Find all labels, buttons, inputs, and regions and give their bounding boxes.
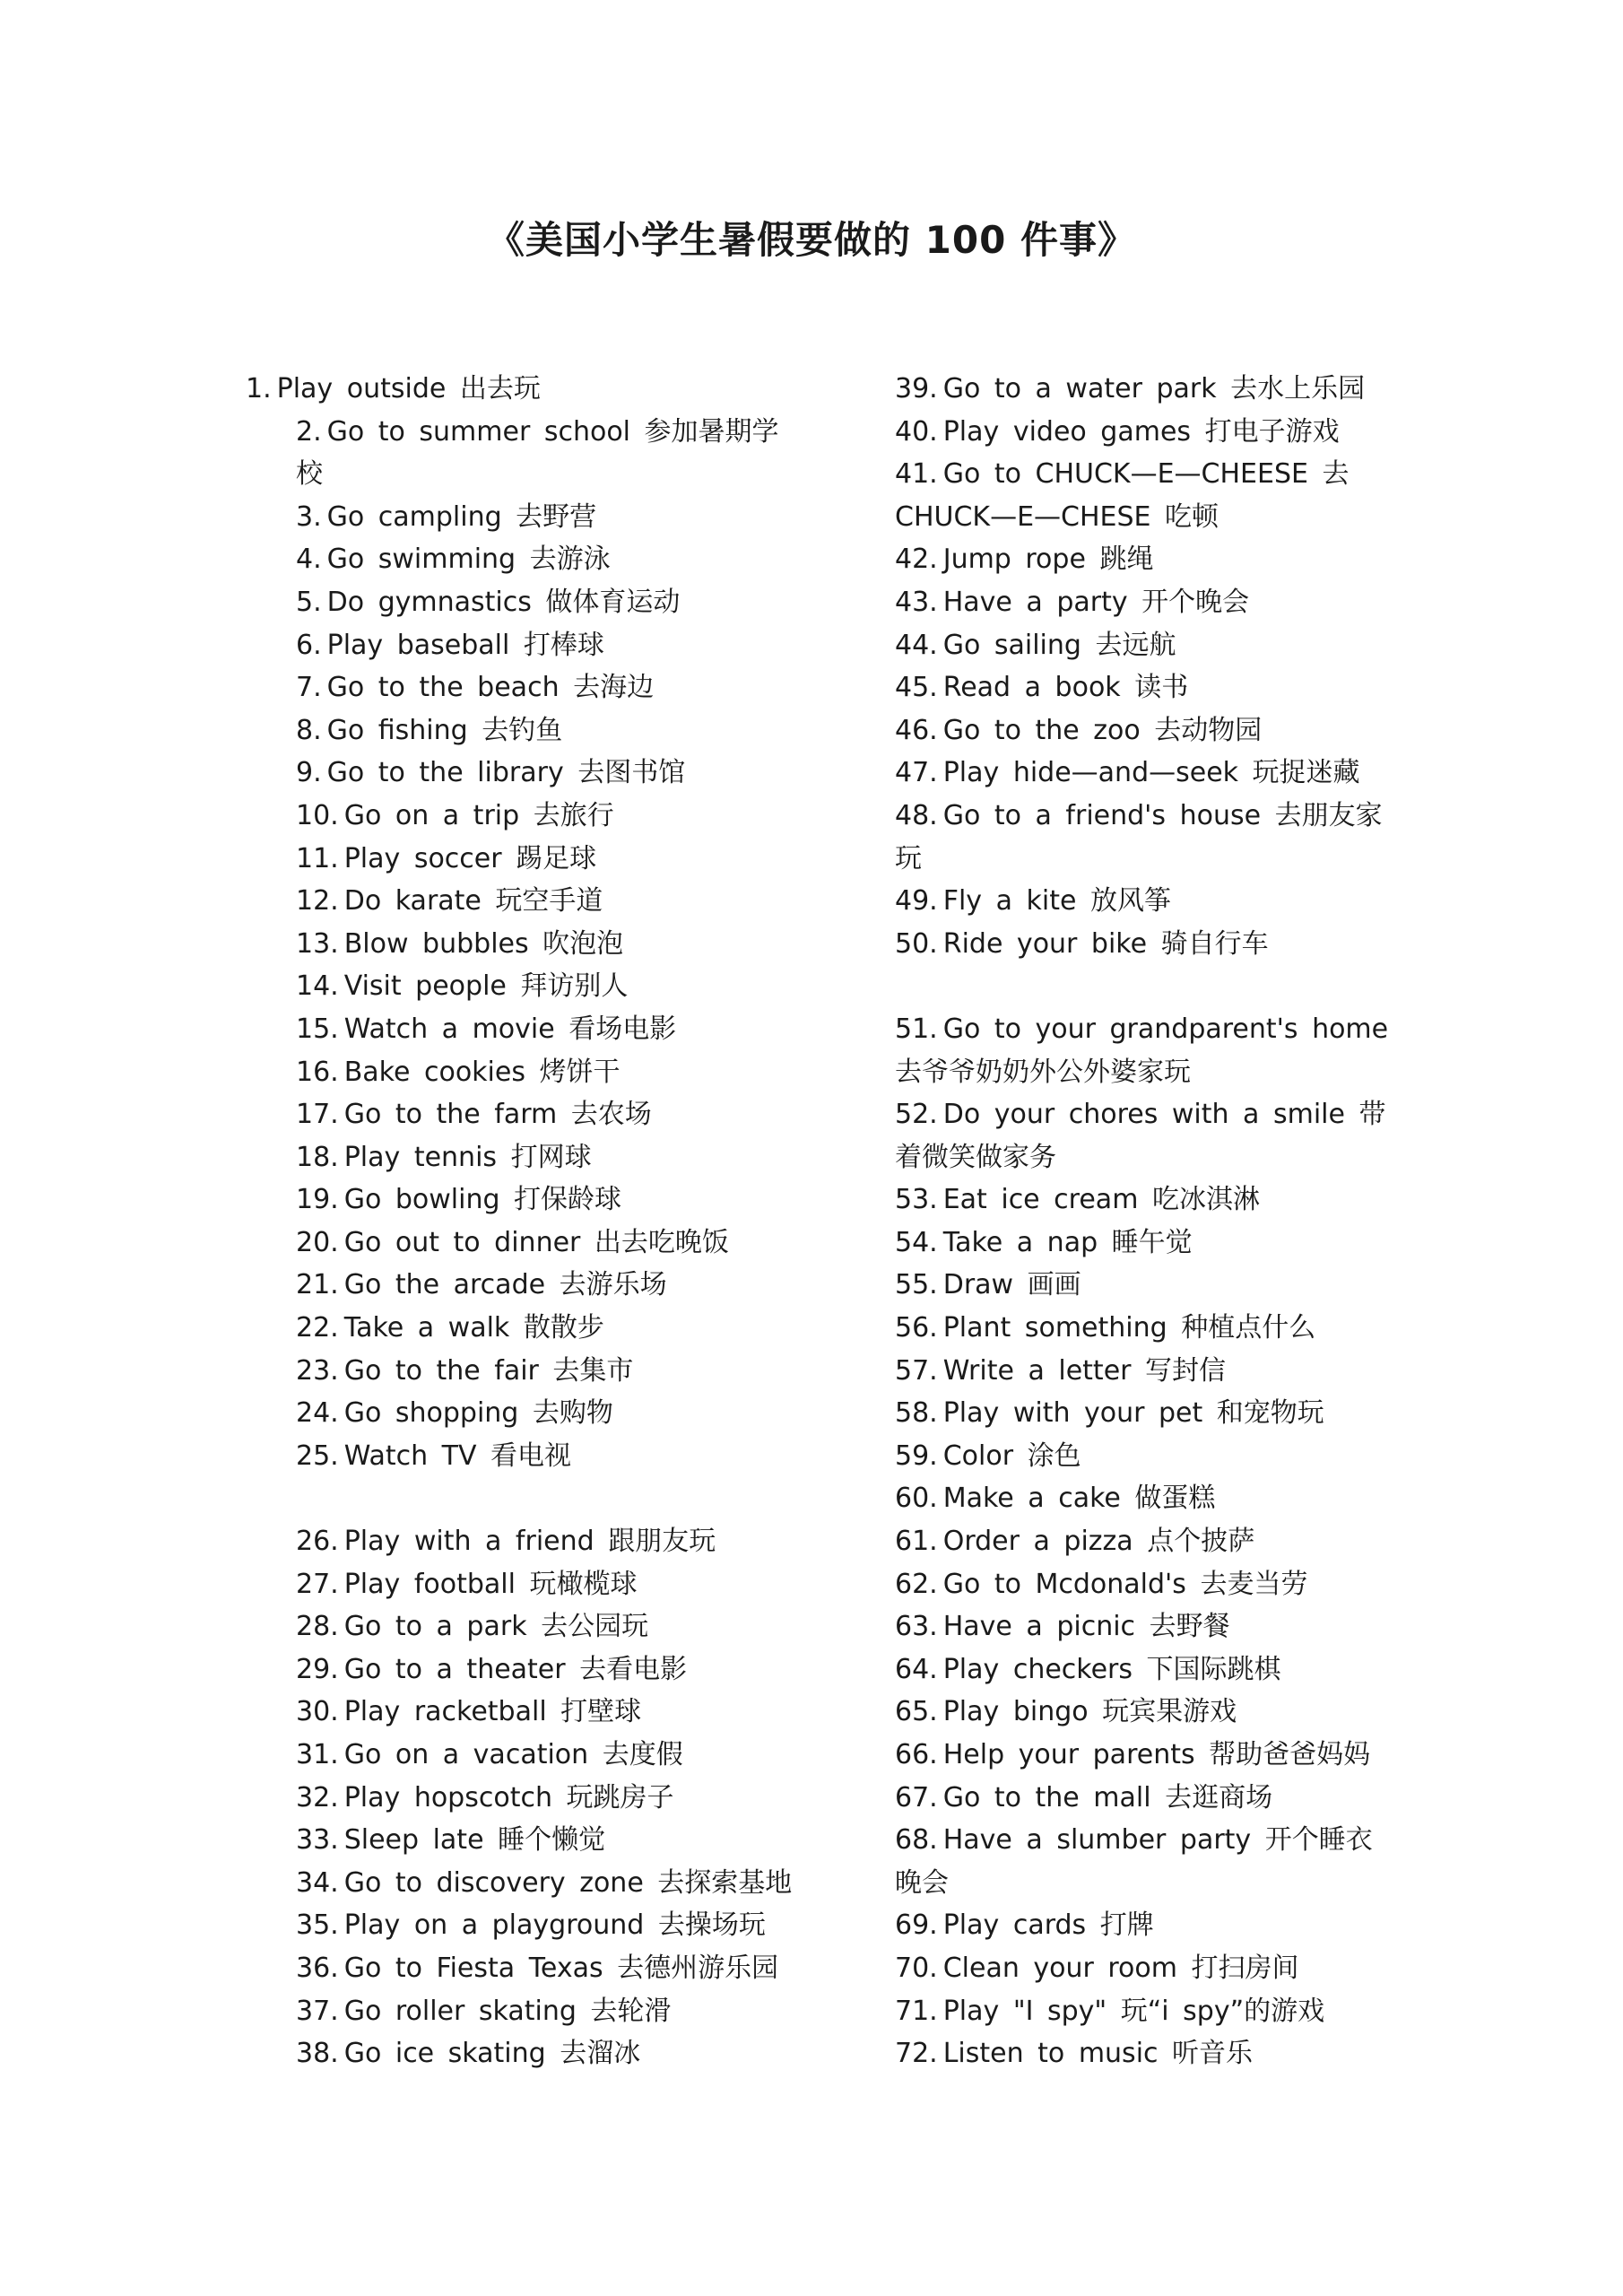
item-number: 5. [296, 586, 322, 618]
item-text: Color 涂色 [942, 1439, 1081, 1472]
item-text: Go to Fiesta Texas 去德州游乐园 [343, 1952, 779, 1984]
item-text: Order a pizza 点个披萨 [942, 1526, 1255, 1558]
item-number: 42. [895, 544, 938, 576]
item-text: Play outside 出去玩 [276, 373, 541, 404]
list-item [296, 1990, 798, 2033]
item-number: 26. [296, 1526, 339, 1558]
item-text: Play cards 打牌 [942, 1909, 1154, 1942]
item-number: 36. [296, 1952, 339, 1984]
list-item [296, 1178, 798, 1222]
item-text: Do your chores with a smile 带着微笑做家务 [895, 1099, 1386, 1173]
item-text: Go ice skating 去溜冰 [343, 2038, 641, 2070]
item-text: Take a walk 散散步 [343, 1312, 604, 1344]
item-number: 71. [895, 1995, 938, 2027]
list-item [296, 965, 798, 1008]
item-number: 20. [296, 1226, 339, 1258]
item-number: 57. [895, 1354, 938, 1387]
item-text: Go to the beach 去海边 [326, 672, 655, 704]
list-item [895, 1435, 1397, 1478]
item-number: 13. [296, 927, 339, 960]
list-item [895, 1691, 1397, 1734]
item-number: 3. [296, 500, 322, 533]
item-number: 41. [895, 458, 938, 491]
list-item [895, 1222, 1397, 1265]
item-text: Visit people 拜访别人 [343, 970, 629, 1003]
item-text: Play baseball 打棒球 [326, 629, 604, 661]
list-item [895, 411, 1397, 454]
item-number: 69. [895, 1909, 938, 1942]
item-text: Jump rope 跳绳 [942, 544, 1154, 576]
item-text: Play on a playground 去操场玩 [343, 1909, 766, 1942]
list-item [296, 2032, 798, 2075]
item-text: Go roller skating 去轮滑 [343, 1995, 672, 2027]
item-text: Play racketball 打壁球 [343, 1696, 642, 1728]
item-number: 67. [895, 1781, 938, 1813]
item-text: Go sailing 去远航 [942, 629, 1176, 661]
item-number: 37. [296, 1995, 339, 2027]
list-item [895, 880, 1397, 923]
left-column-list [246, 368, 798, 2075]
item-number: 11. [296, 842, 339, 874]
item-number: 61. [895, 1526, 938, 1558]
item-number: 49. [895, 885, 938, 918]
item-text: Go the arcade 去游乐场 [343, 1269, 667, 1301]
item-text: Help your parents 帮助爸爸妈妈 [942, 1739, 1371, 1770]
item-text: Go to a theater 去看电影 [343, 1653, 688, 1685]
item-number: 64. [895, 1653, 938, 1685]
list-item [296, 1648, 798, 1692]
item-number: 43. [895, 586, 938, 618]
item-text: Play with your pet 和宠物玩 [942, 1397, 1324, 1430]
item-text: Go to the fair 去集市 [343, 1354, 634, 1387]
list-item [246, 368, 798, 411]
item-text: Go to the library 去图书馆 [326, 757, 686, 789]
item-number: 31. [296, 1739, 339, 1770]
item-number: 62. [895, 1568, 938, 1600]
item-text: Blow bubbles 吹泡泡 [343, 927, 624, 960]
item-text: Draw 画画 [942, 1269, 1081, 1301]
list-item [296, 1264, 798, 1307]
list-item [895, 1777, 1397, 1820]
list-item [895, 1819, 1397, 1904]
item-text: Go to CHUCK—E—CHEESE 去 CHUCK—E—CHESE 吃顿 [895, 458, 1350, 533]
item-number: 34. [296, 1866, 339, 1899]
list-item [895, 1734, 1397, 1777]
item-text: Play checkers 下国际跳棋 [942, 1653, 1281, 1685]
list-item [296, 666, 798, 709]
item-text: Play soccer 踢足球 [343, 842, 597, 874]
item-number: 58. [895, 1397, 938, 1430]
list-item [296, 1734, 798, 1777]
item-text: Fly a kite 放风筝 [942, 885, 1171, 918]
list-item [296, 838, 798, 881]
item-number: 19. [296, 1184, 339, 1216]
list-item [296, 1222, 798, 1265]
item-text: Go on a vacation 去度假 [343, 1739, 683, 1770]
item-text: Have a slumber party 开个睡衣晚会 [895, 1824, 1373, 1899]
list-item [296, 709, 798, 752]
item-number: 45. [895, 672, 938, 704]
item-text: Go fishing 去钓鱼 [326, 714, 563, 746]
list-item [296, 752, 798, 795]
item-text: Plant something 种植点什么 [942, 1312, 1316, 1344]
item-text: Play hide—and—seek 玩捉迷藏 [942, 757, 1360, 789]
item-number: 21. [296, 1269, 339, 1301]
item-text: Go bowling 打保龄球 [343, 1184, 622, 1216]
item-text: Go campling 去野营 [326, 500, 597, 533]
item-number: 38. [296, 2038, 339, 2070]
list-item [296, 1605, 798, 1648]
list-item [895, 666, 1397, 709]
item-text: Eat ice cream 吃冰淇淋 [942, 1184, 1260, 1216]
item-number: 35. [296, 1909, 339, 1942]
item-number: 47. [895, 757, 938, 789]
item-number: 53. [895, 1184, 938, 1216]
item-number: 4. [296, 544, 322, 576]
item-text: Go to a friend's house 去朋友家玩 [895, 799, 1383, 874]
list-item [895, 1264, 1397, 1307]
list-item [895, 1648, 1397, 1692]
item-text: Write a letter 写封信 [942, 1354, 1227, 1387]
item-text: Clean your room 打扫房间 [942, 1952, 1299, 1984]
item-number: 66. [895, 1739, 938, 1770]
list-item [895, 1008, 1397, 1093]
item-number: 1. [246, 373, 272, 404]
list-item [895, 1307, 1397, 1350]
item-number: 10. [296, 799, 339, 831]
item-number: 54. [895, 1226, 938, 1258]
item-number: 15. [296, 1013, 339, 1045]
item-text: Watch a movie 看场电影 [343, 1013, 677, 1045]
item-text: Have a party 开个晚会 [942, 586, 1250, 618]
item-text: Do karate 玩空手道 [343, 885, 603, 918]
list-item [296, 1862, 798, 1905]
list-item [895, 1520, 1397, 1563]
item-number: 30. [296, 1696, 339, 1728]
list-item [895, 1990, 1397, 2033]
item-text: Play video games 打电子游戏 [942, 415, 1340, 448]
item-text: Go to the zoo 去动物园 [942, 714, 1263, 746]
item-number: 17. [296, 1099, 339, 1131]
item-text: Watch TV 看电视 [343, 1439, 572, 1472]
list-item [895, 752, 1397, 795]
item-number: 72. [895, 2038, 938, 2070]
item-number: 50. [895, 927, 938, 960]
item-text: Play "I spy" 玩“i spy”的游戏 [942, 1995, 1325, 2027]
item-number: 39. [895, 373, 938, 404]
list-item [895, 1605, 1397, 1648]
item-number: 40. [895, 415, 938, 448]
item-number: 25. [296, 1439, 339, 1472]
item-number: 2. [296, 415, 322, 448]
item-number: 56. [895, 1312, 938, 1344]
list-item [296, 496, 798, 539]
item-number: 51. [895, 1013, 938, 1045]
list-item [296, 411, 798, 496]
item-text: Take a nap 睡午觉 [942, 1226, 1193, 1258]
item-number: 29. [296, 1653, 339, 1685]
item-number: 55. [895, 1269, 938, 1301]
list-item [296, 581, 798, 624]
list-item [296, 1691, 798, 1734]
item-text: Go to the mall 去逛商场 [942, 1781, 1273, 1813]
item-text: Go out to dinner 出去吃晚饭 [343, 1226, 729, 1258]
item-number: 6. [296, 629, 322, 661]
list-item [895, 581, 1397, 624]
list-item [296, 923, 798, 966]
item-text: Listen to music 听音乐 [942, 2038, 1254, 2070]
item-text: Play football 玩橄榄球 [343, 1568, 638, 1600]
item-number: 63. [895, 1611, 938, 1643]
item-text: Go shopping 去购物 [343, 1397, 613, 1430]
list-item [296, 1904, 798, 1947]
list-item [296, 1051, 798, 1094]
list-item [895, 709, 1397, 752]
list-item [895, 2032, 1397, 2075]
item-number: 44. [895, 629, 938, 661]
item-text: Go to discovery zone 去探索基地 [343, 1866, 793, 1899]
item-text: Go to a park 去公园玩 [343, 1611, 649, 1643]
item-text: Play hopscotch 玩跳房子 [343, 1781, 674, 1813]
list-item [895, 1392, 1397, 1435]
list-item [296, 1392, 798, 1435]
item-text: Go to a water park 去水上乐园 [942, 373, 1366, 404]
list-item [895, 1904, 1397, 1947]
item-text: Go to summer school 参加暑期学校 [296, 415, 779, 491]
item-number: 22. [296, 1312, 339, 1344]
item-number: 28. [296, 1611, 339, 1643]
list-item [895, 1093, 1397, 1178]
item-text: Do gymnastics 做体育运动 [326, 586, 681, 618]
item-text: Sleep late 睡个懒觉 [343, 1824, 606, 1857]
item-number: 7. [296, 672, 322, 704]
list-item [895, 1350, 1397, 1393]
item-text: Have a picnic 去野餐 [942, 1611, 1230, 1643]
list-item [895, 368, 1397, 411]
item-number: 14. [296, 970, 339, 1003]
list-item [296, 538, 798, 581]
list-item [296, 1947, 798, 1990]
list-item [895, 453, 1397, 538]
item-number: 23. [296, 1354, 339, 1387]
item-number: 27. [296, 1568, 339, 1600]
item-number: 59. [895, 1439, 938, 1472]
list-item [296, 795, 798, 838]
list-item [296, 624, 798, 667]
list-item [895, 1178, 1397, 1222]
item-number: 12. [296, 885, 339, 918]
item-text: Play bingo 玩宾果游戏 [942, 1696, 1237, 1728]
list-item [296, 1350, 798, 1393]
list-item [895, 1563, 1397, 1606]
list-item [895, 624, 1397, 667]
item-text: Make a cake 做蛋糕 [942, 1483, 1216, 1515]
list-item [895, 795, 1397, 880]
item-text: Play with a friend 跟朋友玩 [343, 1526, 716, 1558]
list-item [296, 1307, 798, 1350]
item-number: 68. [895, 1824, 938, 1857]
list-item [296, 1008, 798, 1051]
list-item [296, 1093, 798, 1136]
item-text: Play tennis 打网球 [343, 1141, 592, 1173]
list-item [296, 1136, 798, 1179]
item-number: 52. [895, 1099, 938, 1131]
list-item [296, 880, 798, 923]
item-text: Ride your bike 骑自行车 [942, 927, 1269, 960]
item-number: 9. [296, 757, 322, 789]
list-item [296, 1435, 798, 1478]
list-item [895, 1477, 1397, 1520]
item-text: Bake cookies 烤饼干 [343, 1056, 621, 1088]
item-number: 46. [895, 714, 938, 746]
item-text: Go to your grandparent's home 去爷爷奶奶外公外婆家玩 [895, 1013, 1389, 1088]
item-text: Go on a trip 去旅行 [343, 799, 614, 831]
item-number: 48. [895, 799, 938, 831]
list-item [895, 1947, 1397, 1990]
list-item [296, 1777, 798, 1820]
item-number: 60. [895, 1483, 938, 1515]
item-number: 32. [296, 1781, 339, 1813]
item-number: 33. [296, 1824, 339, 1857]
item-text: Go to the farm 去农场 [343, 1099, 652, 1131]
item-number: 18. [296, 1141, 339, 1173]
page-title: 《美国小学生暑假要做的 100 件事》 [487, 218, 1136, 262]
item-text: Go swimming 去游泳 [326, 544, 611, 576]
item-number: 8. [296, 714, 322, 746]
item-number: 70. [895, 1952, 938, 1984]
list-item [296, 1520, 798, 1563]
item-text: Read a book 读书 [942, 672, 1189, 704]
list-item [296, 1563, 798, 1606]
list-item [296, 1819, 798, 1862]
list-item [895, 538, 1397, 581]
item-number: 16. [296, 1056, 339, 1088]
list-item [895, 923, 1397, 966]
item-number: 65. [895, 1696, 938, 1728]
item-number: 24. [296, 1397, 339, 1430]
item-text: Go to Mcdonald's 去麦当劳 [942, 1568, 1308, 1600]
right-column-list [895, 368, 1397, 2075]
